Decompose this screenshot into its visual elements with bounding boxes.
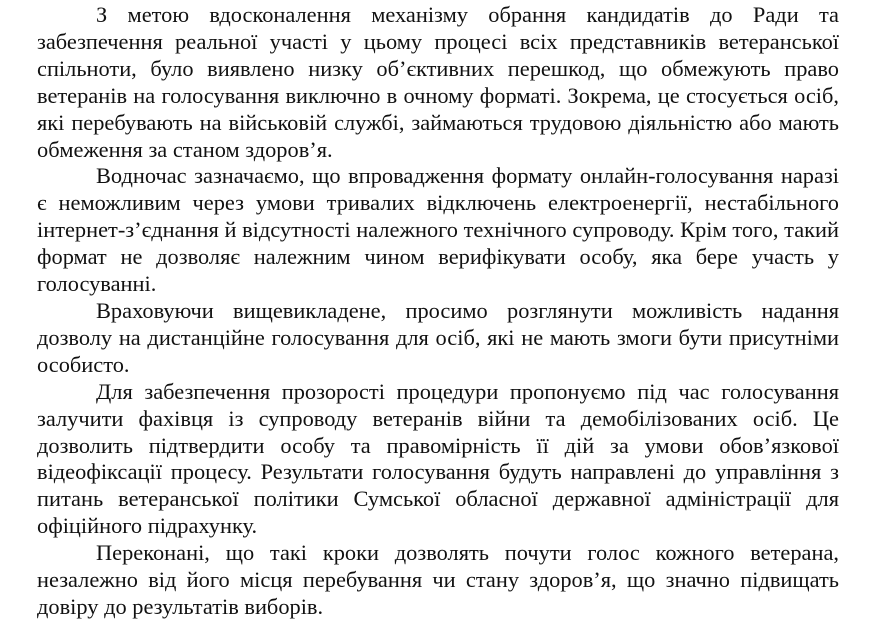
paragraph-transparency: Для забезпечення прозорості процедури пропонуємо під час голосування залучити фахівця із супроводу ветеранів війни та демобілізованих осіб. Це дозволить підтвердити особу та правомірність її дій за умови обов’язкової відеофіксації процесу. Результати голосування будуть направлені до управління з питань ветеранської політики Сумської обласної державної адміністрації для офіційного підрахунку.: [37, 378, 839, 539]
paragraph-purpose: З метою вдосконалення механізму обрання кандидатів до Ради та забезпечення реальної участі у цьому процесі всіх представників ветеранської спільноти, було виявлено низку об’єктивних перешкод, що обмежують право ветеранів на голосування виключно в очному форматі. Зокрема, це стосується осіб, які перебувають на військовій службі, займаються трудовою діяльністю або мають обмеження за станом здоров’я.: [37, 2, 839, 162]
paragraph-online-voting: Водночас зазначаємо, що впровадження формату онлайн-голосування наразі є неможливим через умови тривалих відключень електроенергії, нестабільного інтернет-з’єднання й відсутності належного технічного супроводу. Крім того, такий формат не дозволяє належним чином верифікувати особу, яка бере участь у голосуванні.: [37, 163, 839, 297]
paragraph-request: Враховуючи вищевикладене, просимо розглянути можливість надання дозволу на дистанційне голосування для осіб, які не мають змоги бути присутніми особисто.: [37, 297, 839, 377]
paragraph-conclusion: Переконані, що такі кроки дозволять почути голос кожного ветерана, незалежно від його місця перебування чи стану здоров’я, що значно підвищать довіру до результатів виборів.: [37, 540, 839, 619]
